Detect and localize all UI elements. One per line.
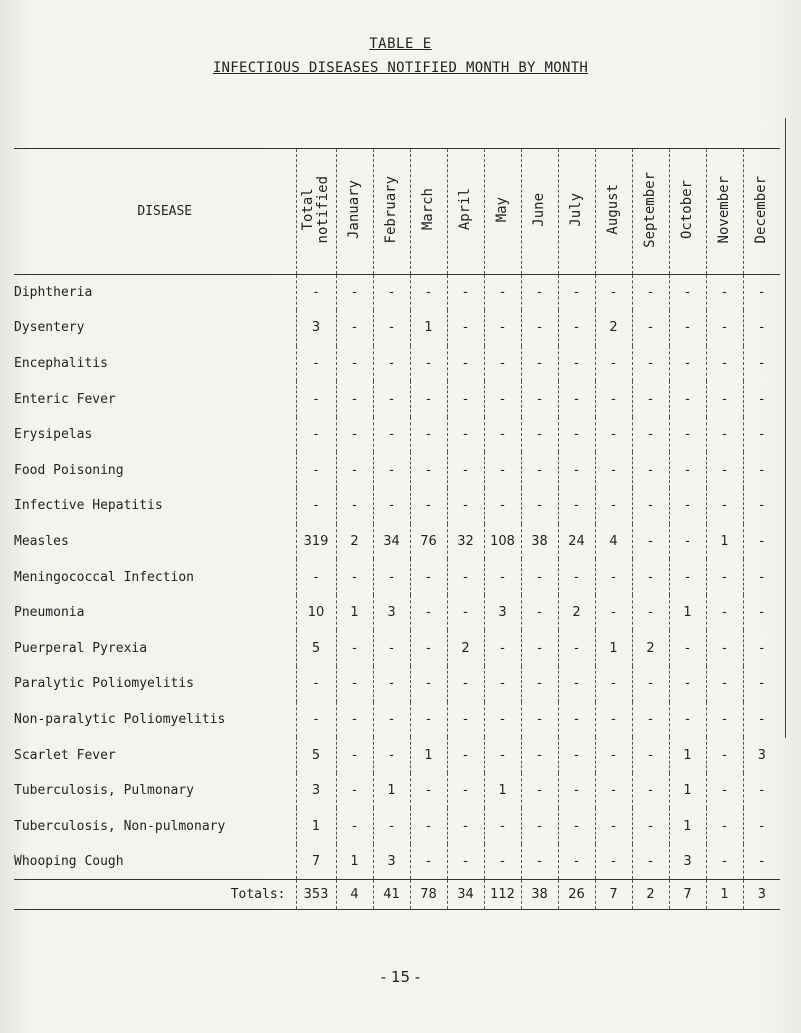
month-count-cell: 1	[669, 808, 706, 844]
header-row	[14, 149, 780, 275]
total-notified-cell: -	[296, 488, 336, 524]
month-count-cell: -	[706, 844, 743, 880]
month-count-cell: -	[706, 737, 743, 773]
month-count-cell: -	[447, 488, 484, 524]
totals-month-cell: 7	[595, 880, 632, 910]
month-count-cell: 2	[632, 630, 669, 666]
month-count-cell: -	[558, 275, 595, 311]
month-count-cell: -	[410, 417, 447, 453]
month-count-cell: -	[558, 559, 595, 595]
month-count-cell: -	[484, 666, 521, 702]
month-count-cell: 1	[706, 524, 743, 560]
month-count-cell: -	[595, 595, 632, 631]
disease-name-cell: Whooping Cough	[14, 854, 124, 870]
month-count-cell: -	[669, 275, 706, 311]
totals-month-cell: 41	[373, 880, 410, 910]
month-count-cell: -	[743, 346, 780, 382]
month-count-cell: -	[373, 417, 410, 453]
month-count-cell: 1	[336, 595, 373, 631]
table-row	[14, 488, 780, 524]
total-notified-cell: 3	[296, 773, 336, 809]
month-count-cell: -	[706, 666, 743, 702]
table-row	[14, 844, 780, 880]
month-count-cell: -	[632, 808, 669, 844]
table-row	[14, 381, 780, 417]
month-count-cell: -	[410, 844, 447, 880]
month-count-cell: -	[558, 666, 595, 702]
totals-month-cell: 4	[336, 880, 373, 910]
month-count-cell: 1	[669, 595, 706, 631]
table-row	[14, 737, 780, 773]
month-count-cell: -	[743, 524, 780, 560]
month-count-cell: -	[558, 844, 595, 880]
month-count-cell: -	[632, 524, 669, 560]
month-count-cell: 3	[373, 844, 410, 880]
month-count-cell: -	[521, 452, 558, 488]
month-count-cell: -	[706, 702, 743, 738]
month-count-cell: -	[336, 381, 373, 417]
disease-name-cell: Meningococcal Infection	[14, 569, 195, 585]
month-count-cell: -	[410, 702, 447, 738]
month-count-cell: -	[743, 417, 780, 453]
month-count-cell: -	[484, 844, 521, 880]
month-count-cell: -	[595, 773, 632, 809]
month-count-cell: -	[410, 346, 447, 382]
month-count-cell: -	[336, 488, 373, 524]
total-notified-cell: -	[296, 275, 336, 311]
month-count-cell: -	[595, 844, 632, 880]
total-notified-cell: -	[296, 452, 336, 488]
month-count-cell: -	[558, 417, 595, 453]
month-count-cell: -	[521, 808, 558, 844]
month-count-cell: -	[336, 702, 373, 738]
total-notified-cell: 1	[296, 808, 336, 844]
totals-month-cell: 38	[521, 880, 558, 910]
month-count-cell: -	[595, 275, 632, 311]
month-count-cell: 2	[558, 595, 595, 631]
month-count-cell: -	[484, 417, 521, 453]
month-count-cell: -	[447, 737, 484, 773]
month-count-cell: -	[521, 630, 558, 666]
table-row	[14, 559, 780, 595]
month-count-cell: -	[484, 381, 521, 417]
month-count-cell: -	[373, 630, 410, 666]
month-count-cell: -	[410, 773, 447, 809]
month-count-cell: -	[336, 310, 373, 346]
month-count-cell: -	[484, 737, 521, 773]
month-count-cell: 1	[410, 737, 447, 773]
month-header-january: January	[336, 149, 373, 275]
month-count-cell: -	[669, 346, 706, 382]
month-count-cell: -	[447, 844, 484, 880]
table-row	[14, 666, 780, 702]
month-count-cell: 2	[336, 524, 373, 560]
month-header-september: September	[632, 149, 669, 275]
month-count-cell: -	[632, 381, 669, 417]
month-count-cell: -	[336, 808, 373, 844]
totals-month-cell: 112	[484, 880, 521, 910]
month-header-october: October	[669, 149, 706, 275]
month-count-cell: -	[410, 488, 447, 524]
month-count-cell: 1	[373, 773, 410, 809]
month-count-cell: -	[743, 381, 780, 417]
month-count-cell: -	[743, 773, 780, 809]
right-edge-rule	[785, 118, 786, 738]
month-count-cell: -	[521, 488, 558, 524]
month-count-cell: -	[706, 310, 743, 346]
month-header-november: November	[706, 149, 743, 275]
month-count-cell: -	[743, 666, 780, 702]
month-count-cell: -	[558, 346, 595, 382]
disease-name-cell: Non-paralytic Poliomyelitis	[14, 711, 226, 727]
month-count-cell: -	[558, 488, 595, 524]
month-count-cell: 38	[521, 524, 558, 560]
month-count-cell: -	[595, 381, 632, 417]
month-count-cell: -	[521, 381, 558, 417]
table-row	[14, 630, 780, 666]
month-count-cell: 34	[373, 524, 410, 560]
month-count-cell: -	[743, 808, 780, 844]
totals-month-cell: 78	[410, 880, 447, 910]
month-count-cell: -	[484, 488, 521, 524]
month-count-cell: -	[706, 417, 743, 453]
disease-name-cell: Enteric Fever	[14, 391, 116, 407]
table-body	[14, 275, 780, 880]
month-count-cell: -	[521, 844, 558, 880]
month-count-cell: -	[336, 737, 373, 773]
month-count-cell: -	[632, 452, 669, 488]
month-count-cell: -	[521, 773, 558, 809]
month-count-cell: -	[669, 381, 706, 417]
month-count-cell: -	[447, 773, 484, 809]
month-count-cell: -	[632, 595, 669, 631]
month-count-cell: -	[706, 559, 743, 595]
month-count-cell: -	[373, 808, 410, 844]
page-number: - 15 -	[380, 968, 421, 986]
month-count-cell: -	[373, 452, 410, 488]
month-count-cell: -	[373, 346, 410, 382]
month-count-cell: -	[706, 595, 743, 631]
totals-month-cell: 2	[632, 880, 669, 910]
month-count-cell: -	[410, 381, 447, 417]
total-notified-cell: 10	[296, 595, 336, 631]
month-count-cell: -	[521, 559, 558, 595]
month-count-cell: 24	[558, 524, 595, 560]
month-count-cell: -	[595, 452, 632, 488]
month-count-cell: -	[447, 666, 484, 702]
month-count-cell: 1	[484, 773, 521, 809]
disease-name-cell: Tuberculosis, Pulmonary	[14, 783, 195, 799]
month-count-cell: -	[484, 702, 521, 738]
month-count-cell: -	[632, 488, 669, 524]
month-count-cell: -	[484, 630, 521, 666]
month-count-cell: 2	[447, 630, 484, 666]
month-count-cell: -	[336, 773, 373, 809]
totals-month-cell: 1	[706, 880, 743, 910]
month-count-cell: -	[447, 346, 484, 382]
table-row	[14, 702, 780, 738]
month-header-june: June	[521, 149, 558, 275]
month-count-cell: -	[632, 346, 669, 382]
month-count-cell: -	[484, 275, 521, 311]
month-count-cell: -	[669, 417, 706, 453]
month-count-cell: -	[595, 666, 632, 702]
month-count-cell: -	[743, 844, 780, 880]
month-count-cell: -	[484, 559, 521, 595]
table-row	[14, 275, 780, 311]
total-notified-cell: 7	[296, 844, 336, 880]
month-count-cell: -	[521, 417, 558, 453]
total-notified-cell: 5	[296, 737, 336, 773]
month-count-cell: -	[706, 488, 743, 524]
month-count-cell: -	[558, 630, 595, 666]
month-count-cell: -	[336, 417, 373, 453]
month-count-cell: -	[632, 310, 669, 346]
month-count-cell: -	[595, 488, 632, 524]
month-count-cell: -	[521, 346, 558, 382]
month-count-cell: -	[595, 417, 632, 453]
month-count-cell: -	[558, 702, 595, 738]
month-count-cell: -	[447, 702, 484, 738]
month-count-cell: -	[595, 702, 632, 738]
totals-row	[14, 880, 780, 910]
month-count-cell: -	[595, 808, 632, 844]
total-notified-cell: -	[296, 346, 336, 382]
month-count-cell: -	[743, 310, 780, 346]
total-notified-cell: -	[296, 417, 336, 453]
total-notified-cell: -	[296, 666, 336, 702]
total-notified-cell: -	[296, 381, 336, 417]
month-count-cell: -	[410, 666, 447, 702]
month-count-cell: 108	[484, 524, 521, 560]
month-count-cell: 3	[373, 595, 410, 631]
month-count-cell: -	[558, 808, 595, 844]
month-count-cell: -	[373, 275, 410, 311]
month-count-cell: 1	[410, 310, 447, 346]
month-count-cell: -	[706, 346, 743, 382]
table-row	[14, 452, 780, 488]
disease-name-cell: Measles	[14, 533, 69, 549]
month-count-cell: 3	[484, 595, 521, 631]
month-count-cell: -	[632, 417, 669, 453]
total-notified-cell: -	[296, 559, 336, 595]
month-count-cell: 1	[669, 773, 706, 809]
total-notified-cell: -	[296, 702, 336, 738]
disease-name-cell: Infective Hepatitis	[14, 498, 163, 514]
month-count-cell: -	[336, 559, 373, 595]
table-row	[14, 417, 780, 453]
total-notified-cell: 3	[296, 310, 336, 346]
disease-name-cell: Encephalitis	[14, 355, 108, 371]
month-count-cell: -	[447, 452, 484, 488]
month-count-cell: -	[558, 381, 595, 417]
month-count-cell: -	[669, 702, 706, 738]
disease-name-cell: Erysipelas	[14, 427, 93, 443]
month-count-cell: -	[521, 310, 558, 346]
month-count-cell: -	[595, 346, 632, 382]
month-count-cell: 1	[595, 630, 632, 666]
month-count-cell: -	[632, 702, 669, 738]
month-count-cell: -	[447, 417, 484, 453]
month-count-cell: -	[706, 808, 743, 844]
month-count-cell: -	[632, 666, 669, 702]
month-count-cell: -	[373, 702, 410, 738]
disease-name-cell: Scarlet Fever	[14, 747, 116, 763]
month-count-cell: -	[373, 488, 410, 524]
month-count-cell: -	[595, 737, 632, 773]
month-count-cell: -	[410, 559, 447, 595]
total-notified-cell: 5	[296, 630, 336, 666]
month-count-cell: -	[410, 452, 447, 488]
totals-total-cell: 353	[296, 880, 336, 910]
month-count-cell: -	[336, 275, 373, 311]
disease-name-cell: Food Poisoning	[14, 462, 124, 478]
month-count-cell: -	[373, 310, 410, 346]
month-header-february: February	[373, 149, 410, 275]
month-count-cell: -	[632, 773, 669, 809]
month-header-april: April	[447, 149, 484, 275]
month-header-july: July	[558, 149, 595, 275]
month-count-cell: 1	[336, 844, 373, 880]
month-count-cell: 3	[743, 737, 780, 773]
month-count-cell: -	[669, 524, 706, 560]
month-count-cell: -	[447, 310, 484, 346]
month-count-cell: -	[706, 773, 743, 809]
month-count-cell: -	[373, 666, 410, 702]
month-count-cell: -	[743, 452, 780, 488]
month-count-cell: -	[669, 310, 706, 346]
month-count-cell: -	[373, 381, 410, 417]
disease-name-cell: Diphtheria	[14, 285, 93, 301]
table-row	[14, 808, 780, 844]
month-count-cell: -	[373, 737, 410, 773]
month-count-cell: 4	[595, 524, 632, 560]
table-row	[14, 346, 780, 382]
month-count-cell: 3	[669, 844, 706, 880]
month-count-cell: -	[410, 595, 447, 631]
month-count-cell: -	[447, 559, 484, 595]
month-header-december: December	[743, 149, 780, 275]
month-count-cell: -	[521, 702, 558, 738]
disease-column-header: DISEASE	[14, 149, 296, 275]
month-count-cell: -	[743, 702, 780, 738]
month-count-cell: -	[484, 310, 521, 346]
month-count-cell: -	[558, 310, 595, 346]
month-count-cell: -	[521, 737, 558, 773]
month-count-cell: -	[669, 559, 706, 595]
month-header-march: March	[410, 149, 447, 275]
month-count-cell: -	[743, 630, 780, 666]
month-count-cell: -	[669, 488, 706, 524]
month-count-cell: -	[632, 844, 669, 880]
disease-name-cell: Tuberculosis, Non-pulmonary	[14, 818, 226, 834]
month-count-cell: -	[410, 808, 447, 844]
month-count-cell: -	[558, 773, 595, 809]
totals-month-cell: 7	[669, 880, 706, 910]
month-count-cell: -	[447, 808, 484, 844]
total-column-header: Total notified	[296, 149, 336, 275]
month-count-cell: -	[336, 630, 373, 666]
month-count-cell: -	[632, 275, 669, 311]
month-count-cell: -	[558, 737, 595, 773]
disease-name-cell: Dysentery	[14, 320, 85, 336]
table-row	[14, 595, 780, 631]
month-count-cell: -	[558, 452, 595, 488]
month-count-cell: -	[336, 666, 373, 702]
month-count-cell: -	[410, 630, 447, 666]
disease-name-cell: Pneumonia	[14, 605, 85, 621]
month-count-cell: -	[521, 666, 558, 702]
month-count-cell: -	[521, 275, 558, 311]
disease-name-cell: Paralytic Poliomyelitis	[14, 676, 195, 692]
total-notified-cell: 319	[296, 524, 336, 560]
month-count-cell: 1	[669, 737, 706, 773]
month-count-cell: -	[743, 595, 780, 631]
month-count-cell: 32	[447, 524, 484, 560]
month-count-cell: -	[669, 452, 706, 488]
month-count-cell: -	[484, 452, 521, 488]
month-count-cell: -	[706, 381, 743, 417]
month-header-august: August	[595, 149, 632, 275]
totals-month-cell: 34	[447, 880, 484, 910]
month-count-cell: -	[669, 666, 706, 702]
month-count-cell: -	[447, 275, 484, 311]
month-count-cell: -	[706, 452, 743, 488]
month-count-cell: -	[373, 559, 410, 595]
month-count-cell: -	[447, 381, 484, 417]
month-count-cell: -	[595, 559, 632, 595]
month-count-cell: -	[336, 452, 373, 488]
month-count-cell: -	[743, 559, 780, 595]
month-count-cell: -	[484, 346, 521, 382]
month-count-cell: -	[669, 630, 706, 666]
month-header-may: May	[484, 149, 521, 275]
month-count-cell: -	[706, 630, 743, 666]
month-count-cell: -	[521, 595, 558, 631]
totals-month-cell: 26	[558, 880, 595, 910]
month-count-cell: -	[743, 275, 780, 311]
month-count-cell: -	[706, 275, 743, 311]
month-count-cell: -	[743, 488, 780, 524]
month-count-cell: -	[447, 595, 484, 631]
infectious-diseases-table	[14, 148, 780, 910]
disease-name-cell: Puerperal Pyrexia	[14, 640, 148, 656]
month-count-cell: -	[410, 275, 447, 311]
table-row	[14, 524, 780, 560]
totals-label: Totals:	[14, 880, 296, 910]
table-row	[14, 773, 780, 809]
month-count-cell: 2	[595, 310, 632, 346]
table-row	[14, 310, 780, 346]
month-count-cell: -	[632, 737, 669, 773]
month-count-cell: 76	[410, 524, 447, 560]
totals-month-cell: 3	[743, 880, 780, 910]
month-count-cell: -	[336, 346, 373, 382]
table-title: TABLE E	[369, 36, 432, 52]
table-subtitle: INFECTIOUS DISEASES NOTIFIED MONTH BY MONTH	[212, 60, 589, 76]
month-count-cell: -	[484, 808, 521, 844]
month-count-cell: -	[632, 559, 669, 595]
